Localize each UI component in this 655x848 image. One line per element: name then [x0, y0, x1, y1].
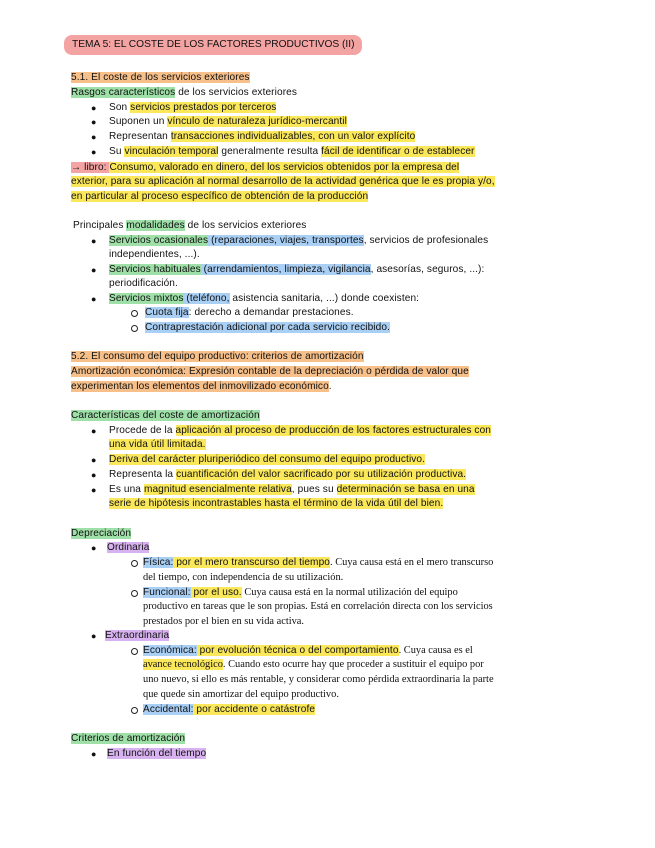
circle-bullet-icon: [131, 707, 138, 714]
list-item: Ordinaria: [107, 542, 150, 553]
list-item: que quede sin amortizar del equipo productivo.: [143, 689, 339, 700]
list-item: Procede de la aplicación al proceso de producción de los factores estructurales con: [109, 425, 491, 436]
list-item: independientes, ...).: [109, 249, 200, 260]
list-item: Servicios habituales (arrendamientos, limpieza, vigilancia, asesorías, seguros, ...):: [109, 264, 485, 275]
list-item: Funcional: por el uso. Cuya causa está en la normal utilización del equipo: [143, 587, 458, 598]
bullet-icon: ●: [91, 426, 97, 436]
bullet-icon: ●: [91, 117, 97, 127]
libro-line: → libro: Consumo, valorado en dinero, del los servicios obtenidos por la empresa del: [71, 162, 460, 173]
list-item: Deriva del carácter pluriperiódico del consumo del equipo productivo.: [109, 454, 426, 465]
amortizacion-line: experimentan los elementos del inmovilizado económico.: [71, 381, 332, 392]
list-item: Son servicios prestados por terceros: [109, 102, 277, 113]
list-item: Cuota fija: derecho a demandar prestaciones.: [145, 307, 354, 318]
modalidades-line: Principales modalidades de los servicios exteriores: [73, 220, 307, 231]
criterios-heading: Criterios de amortización: [71, 733, 186, 744]
libro-line: exterior, para su aplicación al normal desarrollo de la actividad genérica que le es propia y/o,: [71, 176, 495, 187]
section-5-1-heading: 5.1. El coste de los servicios exteriores: [71, 72, 250, 83]
list-item: avance tecnológico. Cuando esto ocurre hay que proceder a sustituir el equipo por: [143, 659, 484, 670]
list-item: Servicios ocasionales (reparaciones, viajes, transportes, servicios de profesionales: [109, 235, 489, 246]
list-item: Servicios mixtos (teléfono, asistencia sanitaria, ...) donde coexisten:: [109, 293, 420, 304]
list-item: Su vinculación temporal generalmente resulta fácil de identificar o de establecer: [109, 146, 475, 157]
circle-bullet-icon: [131, 310, 138, 317]
list-item: Representan transacciones individualizables, con un valor explícito: [109, 131, 416, 142]
list-item: periodificación.: [109, 278, 178, 289]
list-item: Contraprestación adicional por cada servicio recibido.: [145, 322, 390, 333]
list-item: una vida útil limitada.: [109, 439, 206, 450]
list-item: Económica: por evolución técnica o del comportamiento. Cuya causa es el: [143, 645, 473, 656]
circle-bullet-icon: [131, 325, 138, 332]
page-title: TEMA 5: EL COSTE DE LOS FACTORES PRODUCTIVOS (II): [64, 35, 362, 55]
list-item: Suponen un vínculo de naturaleza jurídico-mercantil: [109, 116, 347, 127]
list-item: Representa la cuantificación del valor sacrificado por su utilización productiva.: [109, 469, 467, 480]
bullet-icon: ●: [91, 265, 97, 275]
list-item: prestados por el bien en su vida activa.: [143, 616, 305, 627]
bullet-icon: ●: [91, 147, 97, 157]
caracteristicas-heading: Características del coste de amortización: [71, 410, 260, 421]
bullet-icon: ●: [91, 294, 97, 304]
bullet-icon: ●: [91, 749, 97, 759]
list-item: Accidental: por accidente o catástrofe: [143, 704, 316, 715]
list-item: Es una magnitud esencialmente relativa, pues su determinación se basa en una: [109, 484, 475, 495]
libro-line: en particular al proceso específico de obtención de la producción: [71, 191, 369, 202]
amortizacion-line: Amortización económica: Expresión contable de la depreciación o pérdida de valor que: [71, 366, 469, 377]
section-5-2-heading: 5.2. El consumo del equipo productivo: criterios de amortización: [71, 351, 364, 362]
depreciacion-heading: Depreciación: [71, 528, 132, 539]
list-item: serie de hipótesis incontrastables hasta el término de la vida útil del bien.: [109, 498, 444, 509]
list-item: Física: por el mero transcurso del tiempo. Cuya causa está en el mero transcurso: [143, 557, 494, 568]
circle-bullet-icon: [131, 648, 138, 655]
list-item: del tiempo, con independencia de su utilización.: [143, 572, 344, 583]
bullet-icon: ●: [91, 631, 97, 641]
bullet-icon: ●: [91, 485, 97, 495]
bullet-icon: ●: [91, 470, 97, 480]
bullet-icon: ●: [91, 236, 97, 246]
bullet-icon: ●: [91, 103, 97, 113]
bullet-icon: ●: [91, 455, 97, 465]
list-item: Extraordinaria: [105, 630, 170, 641]
rasgos-line: Rasgos característicos de los servicios exteriores: [71, 87, 298, 98]
circle-bullet-icon: [131, 560, 138, 567]
bullet-icon: ●: [91, 543, 97, 553]
list-item: En función del tiempo: [107, 748, 207, 759]
bullet-icon: ●: [91, 132, 97, 142]
list-item: productivo en tareas que le son propias. Está en correlación directa con los servicios: [143, 601, 493, 612]
circle-bullet-icon: [131, 590, 138, 597]
list-item: uno nuevo, si ello es más rentable, y considerar como pérdida extraordinaria la parte: [143, 674, 494, 685]
